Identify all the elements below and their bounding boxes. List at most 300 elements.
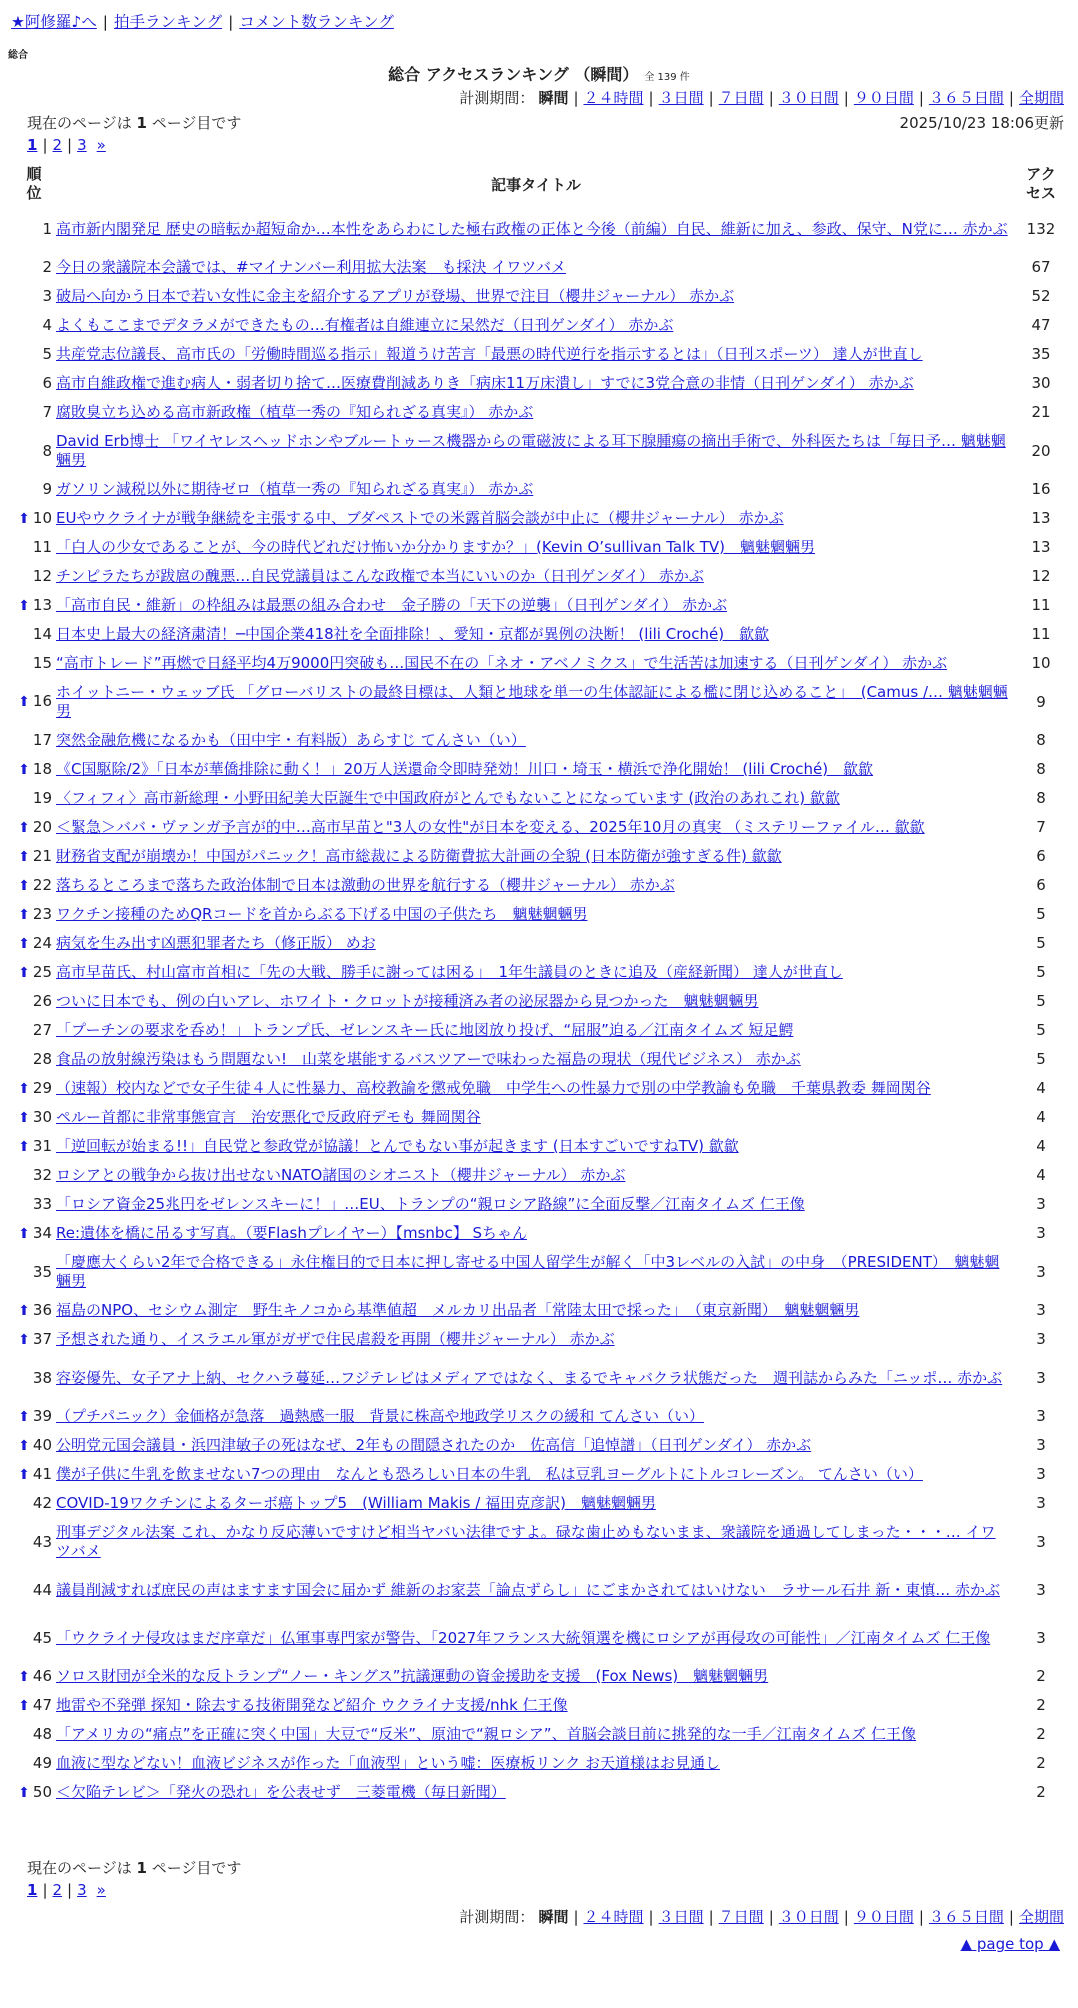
article-title-link[interactable]: ＜緊急＞ババ・ヴァンガ予言が的中…高市早苗と"3人の女性"が日本を変える、2025年10月の真実 （ミステリーファイル… 歙歙: [56, 818, 925, 836]
table-row: [14, 649, 1064, 678]
title-cell: [54, 1518, 1018, 1566]
rank-cell: [14, 678, 54, 726]
rank-cell: [14, 1219, 54, 1248]
rank-cell: [14, 1016, 54, 1045]
article-title-link[interactable]: 落ちるところまで落ちた政治体制で日本は激動の世界を航行する（櫻井ジャーナル） 赤かぶ: [56, 876, 675, 894]
rank-number: 3: [42, 287, 52, 305]
table-row: [14, 398, 1064, 427]
rank-number: 2: [42, 258, 52, 276]
title-cell: [54, 475, 1018, 504]
period-link-3d[interactable]: ３日間: [658, 1908, 704, 1926]
rank-number: 44: [32, 1580, 52, 1599]
rank-number: 45: [32, 1628, 52, 1647]
up-arrow-icon: ⬆: [18, 1331, 30, 1348]
title-cell: [54, 784, 1018, 813]
table-row: [14, 1691, 1064, 1720]
table-row: [14, 929, 1064, 958]
table-row: [14, 533, 1064, 562]
access-count: 3: [1036, 1580, 1046, 1599]
access-count: 3: [1036, 1262, 1046, 1281]
title-cell: [54, 504, 1018, 533]
access-count: 30: [1031, 374, 1051, 392]
access-count: 4: [1036, 1108, 1046, 1126]
article-title-link[interactable]: 共産党志位議長、高市氏の「労働時間巡る指示」報道うけ苦言「最悪の時代逆行を指示するとは」（日刊スポーツ） 達人が世直し: [56, 345, 923, 363]
rank-number: 9: [42, 480, 52, 498]
article-title-link[interactable]: （プチパニック）金価格が急落 過熱感一服 背景に株高や地政学リスクの緩和 てんさい（い）: [56, 1407, 704, 1425]
title-cell: [54, 842, 1018, 871]
page-link-current[interactable]: 1: [27, 1881, 38, 1899]
access-count: 3: [1036, 1436, 1046, 1454]
access-count: 5: [1036, 905, 1046, 923]
rank-number: 27: [32, 1021, 52, 1039]
up-arrow-icon: ⬆: [18, 761, 30, 778]
nav-link-comment-ranking[interactable]: コメント数ランキング: [239, 13, 394, 31]
table-row: [14, 1614, 1064, 1662]
table-row: [14, 1489, 1064, 1518]
table-row: [14, 340, 1064, 369]
rank-cell: [14, 1248, 54, 1296]
access-count: 8: [1036, 731, 1046, 749]
title-cell: [54, 282, 1018, 311]
rank-number: 48: [32, 1725, 52, 1743]
access-count: 5: [1036, 1050, 1046, 1068]
article-title-link[interactable]: 高市新内閣発足 歴史の暗転か超短命か…本性をあらわにした極右政権の正体と今後（前編）自民、維新に加え、参政、保守、N党に… 赤かぶ: [56, 219, 1008, 238]
period-link-all[interactable]: 全期間: [1018, 89, 1064, 107]
rank-cell: [14, 987, 54, 1016]
article-title-link[interactable]: ソロス財団が全米的な反トランプ“ノー・キングス”抗議運動の資金援助を支援 (Fox News) 魑魅魍魎男: [56, 1667, 769, 1685]
access-count: 3: [1036, 1330, 1046, 1348]
access-count: 2: [1036, 1667, 1046, 1685]
rank-cell: [14, 369, 54, 398]
nav-link-asyura[interactable]: ★阿修羅♪へ: [11, 13, 97, 31]
page-next-link[interactable]: »: [96, 136, 106, 154]
table-row: [14, 1720, 1064, 1749]
title-cell: [54, 1161, 1018, 1190]
table-row: [14, 784, 1064, 813]
title-cell: [54, 591, 1018, 620]
access-count: 13: [1031, 538, 1051, 556]
updated-timestamp: 2025/10/23 18:06更新: [899, 114, 1064, 132]
access-count: 3: [1036, 1368, 1046, 1387]
article-title-link[interactable]: 破局へ向かう日本で若い女性に金主を紹介するアプリが登場、世界で注目（櫻井ジャーナル） 赤かぶ: [56, 287, 735, 305]
period-link-24h[interactable]: ２４時間: [583, 1908, 644, 1926]
table-row: [14, 1132, 1064, 1161]
page-title: 総合 アクセスランキング （瞬間）: [388, 65, 639, 84]
title-cell: [54, 1749, 1018, 1778]
rank-cell: [14, 1103, 54, 1132]
article-title-link[interactable]: 高市早苗氏、村山富市首相に「先の大戦、勝手に謝っては困る」 1年生議員のときに追及（産経新聞） 達人が世直し: [56, 963, 843, 981]
access-count: 3: [1036, 1407, 1046, 1425]
access-count: 7: [1036, 818, 1046, 836]
rank-number: 12: [32, 567, 52, 585]
up-arrow-icon: ⬆: [18, 1302, 30, 1319]
rank-number: 42: [32, 1494, 52, 1512]
rank-number: 19: [32, 789, 52, 807]
period-current: 瞬間: [538, 89, 569, 107]
article-title-link[interactable]: David Erb博士 「ワイヤレスヘッドホンやブルートゥース機器からの電磁波による耳下腺腫瘍の摘出手術で、外科医たちは「毎日予… 魑魅魍魎男: [56, 432, 1006, 469]
article-title-link[interactable]: 高市自維政権で進む病人・弱者切り捨て…医療費削減ありき「病床11万床潰し」すでに3党合意の非情（日刊ゲンダイ） 赤かぶ: [56, 374, 914, 392]
period-link-7d[interactable]: ７日間: [718, 89, 764, 107]
article-title-link[interactable]: 今日の衆議院本会議では、#マイナンバー利用拡大法案 も採決 イワツバメ: [56, 258, 566, 276]
rank-number: 16: [32, 692, 52, 710]
rank-number: 17: [32, 731, 52, 749]
table-row: [14, 1325, 1064, 1354]
article-title-link[interactable]: ガソリン減税以外に期待ゼロ（植草一秀の『知られざる真実』） 赤かぶ: [56, 480, 534, 498]
period-link-3d[interactable]: ３日間: [658, 89, 704, 107]
rank-cell: [14, 591, 54, 620]
article-title-link[interactable]: 僕が子供に牛乳を飲ませない7つの理由 なんとも恐ろしい日本の牛乳 私は豆乳ヨーグルトにトルコレーズン。 てんさい（い）: [56, 1465, 923, 1483]
article-title-link[interactable]: ホイットニー・ウェッブ氏 「グローバリストの最終目標は、人類と地球を単一の生体認証による檻に閉じ込めること」 (Camus /… 魑魅魍魎男: [56, 683, 1008, 720]
access-count: 8: [1036, 760, 1046, 778]
rank-number: 39: [32, 1406, 52, 1425]
title-cell: [54, 649, 1018, 678]
table-row: [14, 813, 1064, 842]
up-arrow-icon: ⬆: [18, 510, 30, 527]
article-title-link[interactable]: 刑事デジタル法案 これ、かなり反応薄いですけど相当ヤバい法律ですよ。碌な歯止めもないまま、衆議院を通過してしまった・・・… イワツバメ: [56, 1523, 996, 1560]
rank-cell: [14, 1614, 54, 1662]
access-count: 6: [1036, 847, 1046, 865]
title-cell: [54, 755, 1018, 784]
article-title-link[interactable]: 「ウクライナ侵攻はまだ序章だ」仏軍事専門家が警告、「2027年フランス大統領選を機にロシアが再侵攻の可能性」／江南タイムズ 仁王像: [56, 1628, 991, 1647]
period-link-90d[interactable]: ９０日間: [853, 89, 914, 107]
table-row: [14, 282, 1064, 311]
article-title-link[interactable]: 腐敗臭立ち込める高市新政権（植草一秀の『知られざる真実』） 赤かぶ: [56, 403, 534, 421]
rank-cell: [14, 1749, 54, 1778]
up-arrow-icon: ⬆: [18, 1466, 30, 1483]
rank-cell: [14, 871, 54, 900]
rank-cell: [14, 1402, 54, 1431]
rank-number: 28: [32, 1050, 52, 1068]
up-arrow-icon: ⬆: [18, 848, 30, 865]
table-row: [14, 253, 1064, 282]
rank-cell: [14, 311, 54, 340]
access-count: 11: [1031, 596, 1051, 614]
title-cell: [54, 929, 1018, 958]
article-title-link[interactable]: 「プーチンの要求を呑め！」トランプ氏、ゼレンスキー氏に地図放り投げ、“屈服”迫る／江南タイムズ 短足鰐: [56, 1021, 794, 1039]
access-count: 5: [1036, 1021, 1046, 1039]
current-page-text-bottom: 現在のページは 1 ページ目です: [27, 1859, 242, 1877]
table-row: [14, 1296, 1064, 1325]
access-count: 8: [1036, 789, 1046, 807]
rank-number: 49: [32, 1754, 52, 1772]
table-row: [14, 958, 1064, 987]
rank-number: 10: [32, 508, 52, 527]
rank-number: 43: [32, 1532, 52, 1551]
top-navigation: ★阿修羅♪へ | 拍手ランキング | コメント数ランキング: [11, 13, 394, 31]
rank-number: 29: [32, 1078, 52, 1097]
table-row: [14, 1518, 1064, 1566]
title-cell: [54, 205, 1018, 253]
article-title-link[interactable]: 食品の放射線汚染はもう問題ない! 山菜を堪能するバスツアーで味わった福島の現状（現代ビジネス） 赤かぶ: [56, 1050, 801, 1068]
article-title-link[interactable]: チンピラたちが跋扈の醜悪…自民党議員はこんな政権で本当にいいのか（日刊ゲンダイ） 赤かぶ: [56, 567, 704, 585]
rank-cell: [14, 649, 54, 678]
article-title-link[interactable]: 突然金融危機になるかも（田中宇・有料版）あらすじ てんさい（い）: [56, 731, 526, 749]
table-row: [14, 1662, 1064, 1691]
up-arrow-icon: ⬆: [18, 906, 30, 923]
table-row: [14, 1045, 1064, 1074]
article-title-link[interactable]: （速報）校内などで女子生徒４人に性暴力、高校教諭を懲戒免職 中学生への性暴力で別の中学教諭も免職 千葉県教委 舞岡関谷: [56, 1079, 931, 1097]
rank-cell: [14, 1325, 54, 1354]
title-cell: [54, 958, 1018, 987]
title-cell: [54, 1778, 1018, 1807]
article-title-link[interactable]: “高市トレード”再燃で日経平均4万9000円突破も…国民不在の「ネオ・アベノミクス」で生活苦は加速する（日刊ゲンダイ） 赤かぶ: [56, 654, 948, 672]
table-row: [14, 842, 1064, 871]
title-cell: [54, 620, 1018, 649]
title-cell: [54, 1402, 1018, 1431]
rank-cell: [14, 1045, 54, 1074]
item-count: 全 139 件: [644, 72, 690, 83]
rank-cell: [14, 1296, 54, 1325]
up-arrow-icon: ⬆: [18, 1080, 30, 1097]
rank-cell: [14, 1431, 54, 1460]
rank-number: 24: [32, 933, 52, 952]
title-cell: [54, 311, 1018, 340]
table-row: [14, 1566, 1064, 1614]
article-title-link[interactable]: ついに日本でも、例の白いアレ、ホワイト・クロットが接種済み者の泌尿器から見つかった 魑魅魍魎男: [56, 992, 759, 1010]
title-cell: [54, 1103, 1018, 1132]
article-title-link[interactable]: 「ロシア資金25兆円をゼレンスキーに！」…EU、トランプの“親ロシア路線”に全面反撃／江南タイムズ 仁王像: [56, 1195, 805, 1213]
title-cell: [54, 1460, 1018, 1489]
page-link-2[interactable]: 2: [52, 1881, 63, 1899]
article-title-link[interactable]: 日本史上最大の経済粛清！─中国企業418社を全面排除！、愛知・京都が異例の決断！ (lili Croché) 歙歙: [56, 625, 770, 643]
rank-number: 35: [32, 1262, 52, 1281]
rank-number: 30: [32, 1107, 52, 1126]
rank-cell: [14, 1132, 54, 1161]
up-arrow-icon: ⬆: [18, 1784, 30, 1801]
page-next-link[interactable]: »: [96, 1881, 106, 1899]
rank-number: 37: [32, 1329, 52, 1348]
rank-cell: [14, 1190, 54, 1219]
page-top-link[interactable]: ▲ page top ▲: [960, 1935, 1060, 1953]
period-link-all[interactable]: 全期間: [1018, 1908, 1064, 1926]
article-title-link[interactable]: 血液に型などない！血液ビジネスが作った「血液型」という嘘：医療板リンク お天道様はお見通し: [56, 1754, 721, 1772]
rank-cell: [14, 1566, 54, 1614]
article-title-link[interactable]: 〈フィフィ〉高市新総理・小野田紀美大臣誕生で中国政府がとんでもないことになっています (政治のあれこれ) 歙歙: [56, 789, 840, 807]
table-row: [14, 1161, 1064, 1190]
access-count: 3: [1036, 1224, 1046, 1242]
title-cell: [54, 1132, 1018, 1161]
rank-cell: [14, 1354, 54, 1402]
article-title-link[interactable]: 公明党元国会議員・浜四津敏子の死はなぜ、2年もの間隠されたのか 佐高信「追悼譜」（日刊ゲンダイ） 赤かぶ: [56, 1436, 812, 1454]
title-cell: [54, 1190, 1018, 1219]
table-row: [14, 1248, 1064, 1296]
table-row: [14, 1778, 1064, 1807]
rank-number: 50: [32, 1782, 52, 1801]
period-link-30d[interactable]: ３０日間: [778, 1908, 839, 1926]
title-cell: [54, 1045, 1018, 1074]
rank-cell: [14, 1518, 54, 1566]
article-title-link[interactable]: COVID-19ワクチンによるターボ癌トップ5 (William Makis / 福田克彦訳) 魑魅魍魎男: [56, 1494, 656, 1512]
up-arrow-icon: ⬆: [18, 964, 30, 981]
nav-link-applause-ranking[interactable]: 拍手ランキング: [114, 13, 223, 31]
period-link-24h[interactable]: ２４時間: [583, 89, 644, 107]
rank-cell: [14, 929, 54, 958]
access-count: 12: [1031, 567, 1051, 585]
title-cell: [54, 1662, 1018, 1691]
up-arrow-icon: ⬆: [18, 819, 30, 836]
title-cell: [54, 427, 1018, 475]
current-page-text: 現在のページは 1 ページ目です: [27, 114, 242, 132]
rank-number: 14: [32, 625, 52, 643]
rank-cell: [14, 1778, 54, 1807]
access-count: 3: [1036, 1628, 1046, 1647]
up-arrow-icon: ⬆: [18, 877, 30, 894]
up-arrow-icon: ⬆: [18, 1437, 30, 1454]
rank-number: 1: [42, 219, 52, 238]
rank-number: 13: [32, 595, 52, 614]
ranking-rows: [14, 205, 1064, 1807]
title-cell: [54, 1720, 1018, 1749]
rank-cell: [14, 504, 54, 533]
article-title-link[interactable]: 病気を生み出す凶悪犯罪者たち（修正版） めお: [56, 934, 376, 952]
access-count: 2: [1036, 1783, 1046, 1801]
rank-cell: [14, 1161, 54, 1190]
access-count: 21: [1031, 403, 1051, 421]
pagination-bottom: 1 | 2 | 3 »: [27, 1881, 106, 1899]
table-row: [14, 871, 1064, 900]
article-title-link[interactable]: 財務省支配が崩壊か！中国がパニック！高市総裁による防衛費拡大計画の全貌 (日本防衛が強すぎる件) 歙歙: [56, 847, 782, 865]
up-arrow-icon: ⬆: [18, 1668, 30, 1685]
rank-number: 8: [42, 441, 52, 460]
access-count: 2: [1036, 1725, 1046, 1743]
rank-number: 20: [32, 817, 52, 836]
title-cell: [54, 1325, 1018, 1354]
access-count: 3: [1036, 1532, 1046, 1551]
period-link-90d[interactable]: ９０日間: [853, 1908, 914, 1926]
table-row: [14, 562, 1064, 591]
article-title-link[interactable]: ワクチン接種のためQRコードを首からぶる下げる中国の子供たち 魑魅魍魎男: [56, 905, 588, 923]
access-count: 2: [1036, 1754, 1046, 1772]
title-cell: [54, 1248, 1018, 1296]
title-cell: [54, 987, 1018, 1016]
article-title-link[interactable]: 「慶應大くらい2年で合格できる」永住権目的で日本に押し寄せる中国人留学生が解く「中3レベルの入試」の中身 （PRESIDENT） 魑魅魍魎男: [56, 1253, 1000, 1290]
rank-cell: [14, 1720, 54, 1749]
article-title-link[interactable]: 議員削減すれば庶民の声はますます国会に届かず 維新のお家芸「論点ずらし」にごまかされてはいけない ラサール石井 新・東慎… 赤かぶ: [56, 1580, 1001, 1599]
rank-number: 22: [32, 875, 52, 894]
rank-cell: [14, 427, 54, 475]
article-title-link[interactable]: 予想された通り、イスラエル軍がガザで住民虐殺を再開（櫻井ジャーナル） 赤かぶ: [56, 1330, 615, 1348]
access-count: 132: [1026, 219, 1056, 238]
rank-number: 32: [32, 1166, 52, 1184]
article-title-link[interactable]: Re:遺体を橋に吊るす写真。（要Flashプレイヤー）【msnbc】 Sちゃん: [56, 1224, 527, 1242]
access-header: アクセス: [1025, 165, 1056, 202]
title-cell: [54, 562, 1018, 591]
rank-number: 36: [32, 1300, 52, 1319]
table-row: [14, 1460, 1064, 1489]
article-title-link[interactable]: 地雷や不発弾 探知・除去する技術開発など紹介 ウクライナ支援/nhk 仁王像: [56, 1696, 568, 1714]
rank-number: 40: [32, 1435, 52, 1454]
period-label: 計測期間：: [459, 89, 535, 107]
rank-number: 4: [42, 316, 52, 334]
rank-number: 23: [32, 904, 52, 923]
access-count: 47: [1031, 316, 1051, 334]
article-title-link[interactable]: ＜欠陥テレビ＞「発火の恐れ」を公表せず 三菱電機（毎日新聞）: [56, 1783, 506, 1801]
title-cell: [54, 340, 1018, 369]
article-title-link[interactable]: 「高市自民・維新」の枠組みは最悪の組み合わせ 金子勝の「天下の逆襲」（日刊ゲンダイ） 赤かぶ: [56, 596, 728, 614]
title-cell: [54, 1566, 1018, 1614]
up-arrow-icon: ⬆: [18, 694, 30, 710]
rank-cell: [14, 1691, 54, 1720]
article-title-link[interactable]: ペルー首都に非常事態宣言 治安悪化で反政府デモも 舞岡関谷: [56, 1108, 481, 1126]
table-row: [14, 726, 1064, 755]
rank-cell: [14, 282, 54, 311]
access-count: 3: [1036, 1494, 1046, 1512]
period-link-365d[interactable]: ３６５日間: [928, 89, 1004, 107]
rank-number: 34: [32, 1223, 52, 1242]
category-label: 総合: [8, 50, 28, 61]
table-row: [14, 1749, 1064, 1778]
table-row: [14, 1016, 1064, 1045]
page-link-2[interactable]: 2: [52, 136, 63, 154]
article-title-link[interactable]: 「白人の少女であることが、今の時代どれだけ怖いか分かりますか？」(Kevin O’sullivan Talk TV) 魑魅魍魎男: [56, 538, 816, 556]
table-header-row: [14, 163, 1064, 205]
article-title-link[interactable]: 「アメリカの“痛点”を正確に突く中国」大豆で“反米”、原油で“親ロシア”、首脳会談目前に挑発的な一手／江南タイムズ 仁王像: [56, 1725, 917, 1743]
page-link-3[interactable]: 3: [77, 1881, 87, 1899]
access-count: 3: [1036, 1195, 1046, 1213]
rank-cell: [14, 1460, 54, 1489]
table-row: [14, 311, 1064, 340]
rank-cell: [14, 340, 54, 369]
title-cell: [54, 900, 1018, 929]
rank-cell: [14, 533, 54, 562]
page-link-3[interactable]: 3: [77, 136, 87, 154]
period-selector-top: 計測期間： 瞬間 | ２４時間 | ３日間 | ７日間 | ３０日間 | ９０日間 | ３６５日間 | 全期間: [459, 89, 1064, 107]
access-count: 16: [1031, 480, 1051, 498]
period-link-7d[interactable]: ７日間: [718, 1908, 764, 1926]
period-link-365d[interactable]: ３６５日間: [928, 1908, 1004, 1926]
period-link-30d[interactable]: ３０日間: [778, 89, 839, 107]
table-row: [14, 1431, 1064, 1460]
article-title-link[interactable]: EUやウクライナが戦争継続を主張する中、ブダペストでの米露首脳会談が中止に（櫻井ジャーナル） 赤かぶ: [56, 509, 784, 527]
rank-cell: [14, 475, 54, 504]
title-cell: [54, 1614, 1018, 1662]
rank-number: 38: [32, 1368, 52, 1387]
table-row: [14, 427, 1064, 475]
title-cell: [54, 813, 1018, 842]
access-count: 4: [1036, 1166, 1046, 1184]
access-count: 35: [1031, 345, 1051, 363]
access-count: 9: [1036, 692, 1046, 711]
article-title-link[interactable]: よくもここまでデタラメができたもの…有権者は自維連立に呆然だ（日刊ゲンダイ） 赤かぶ: [56, 316, 674, 334]
rank-number: 31: [32, 1136, 52, 1155]
table-row: [14, 205, 1064, 253]
pagination-top: 1 | 2 | 3 »: [27, 136, 106, 154]
article-title-link[interactable]: ロシアとの戦争から抜け出せないNATO諸国のシオニスト（櫻井ジャーナル） 赤かぶ: [56, 1166, 626, 1184]
table-row: [14, 1103, 1064, 1132]
access-count: 13: [1031, 509, 1051, 527]
rank-number: 47: [32, 1695, 52, 1714]
rank-cell: [14, 842, 54, 871]
rank-cell: [14, 205, 54, 253]
access-count: 5: [1036, 992, 1046, 1010]
rank-cell: [14, 620, 54, 649]
article-title-link[interactable]: 福島のNPO、セシウム測定 野生キノコから基準値超 メルカリ出品者「常陸太田で採った」 （東京新聞） 魑魅魍魎男: [56, 1301, 860, 1319]
table-row: [14, 591, 1064, 620]
up-arrow-icon: ⬆: [18, 1697, 30, 1714]
title-cell: [54, 1489, 1018, 1518]
article-title-link[interactable]: 容姿優先、女子アナ上納、セクハラ蔓延…フジテレビはメディアではなく、まるでキャバクラ状態だった 週刊誌からみた「ニッポ… 赤かぶ: [56, 1368, 1003, 1387]
access-count: 4: [1036, 1137, 1046, 1155]
rank-number: 18: [32, 759, 52, 778]
title-cell: [54, 1219, 1018, 1248]
article-title-link[interactable]: 「逆回転が始まる!!」自民党と参政党が協議！とんでもない事が起きます (日本すごいですねTV) 歙歙: [56, 1137, 739, 1155]
article-title-link[interactable]: 《C国駆除/2》「日本が華僑排除に動く！」20万人送還命令即時発効！川口・埼玉・横浜で浄化開始！ (lili Croché) 歙歙: [56, 760, 874, 778]
access-count: 52: [1031, 287, 1051, 305]
title-cell: [54, 369, 1018, 398]
rank-number: 41: [32, 1464, 52, 1483]
page-link-current[interactable]: 1: [27, 136, 38, 154]
title-cell: [54, 533, 1018, 562]
